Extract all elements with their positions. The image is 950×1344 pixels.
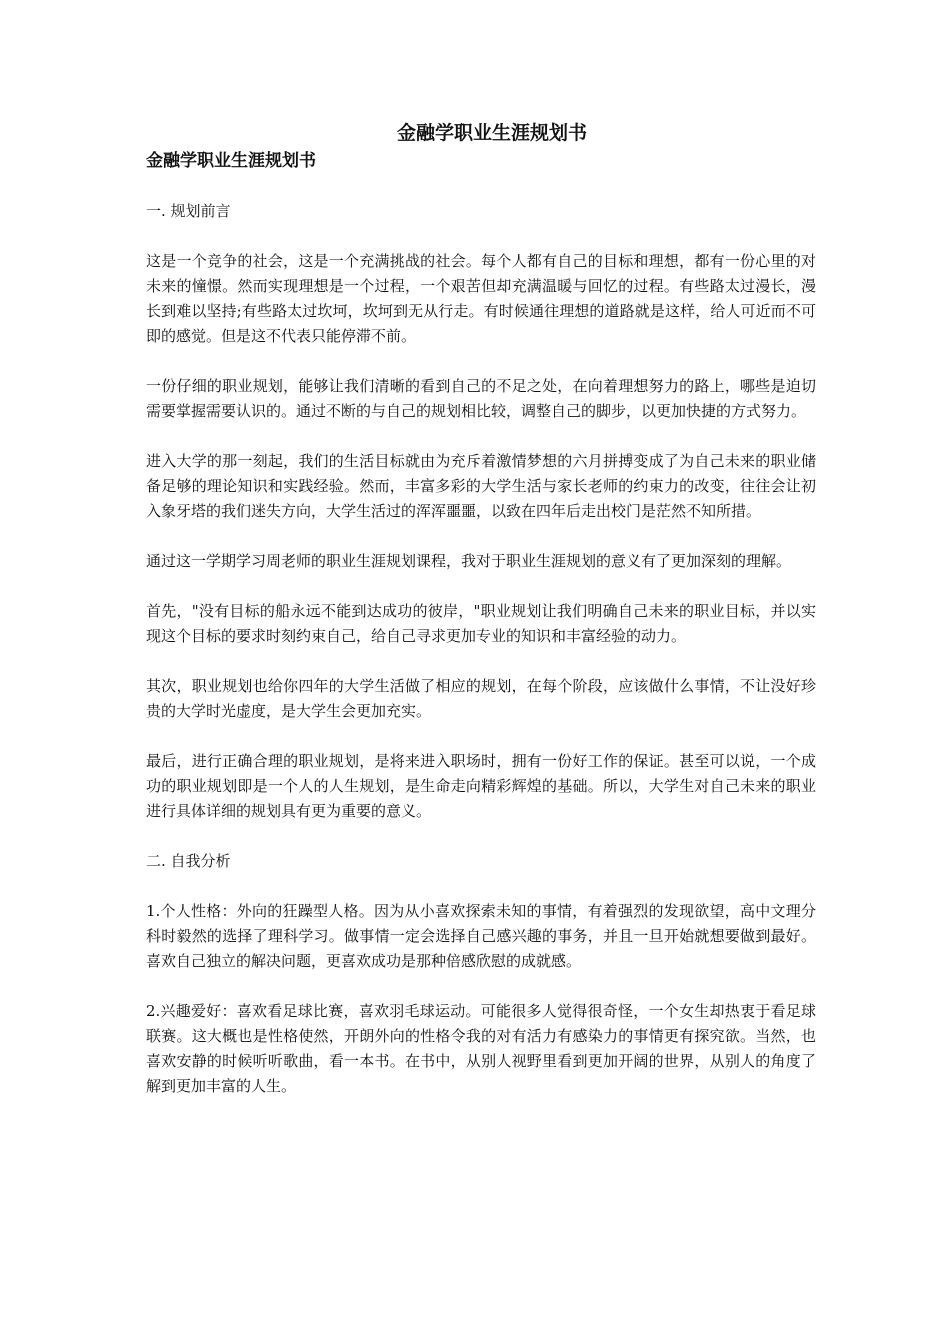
paragraph: 首先，"没有目标的船永远不能到达成功的彼岸，"职业规划让我们明确自己未来的职业目标，并以实现这个目标的要求时刻约束自己，给自己寻求更加专业的知识和丰富经验的动力。: [146, 602, 816, 645]
paragraph: 进入大学的那一刻起，我们的生活目标就由为充斥着激情梦想的六月拼搏变成了为自己未来的职业储备足够的理论知识和实践经验。然而，丰富多彩的大学生活与家长老师的约束力的改变，往往会让初入象牙塔的我们迷失方向，大学生活过的浑浑噩噩，以致在四年后走出校门是茫然不知所措。: [146, 452, 816, 520]
document-page: [146, 120, 816, 1099]
paragraph: 这是一个竞争的社会，这是一个充满挑战的社会。每个人都有自己的目标和理想，都有一份心里的对未来的憧憬。然而实现理想是一个过程，一个艰苦但却充满温暖与回忆的过程。有些路太过漫长，漫长到难以坚持;有些路太过坎坷，坎坷到无从行走。有时候通往理想的道路就是这样，给人可近而不可即的感觉。但是这不代表只能停滞不前。: [146, 252, 816, 345]
section-preface: [146, 199, 816, 849]
document-title: 金融学职业生涯规划书: [396, 122, 587, 144]
paragraph: 2.兴趣爱好：喜欢看足球比赛，喜欢羽毛球运动。可能很多人觉得很奇怪，一个女生却热衷于看足球联赛。这大概也是性格使然，开朗外向的性格令我的对有活力有感染力的事情更有探究欲。当然，也喜欢安静的时候听听歌曲，看一本书。在书中，从别人视野里看到更加开阔的世界，从别人的角度了解到更加丰富的人生。: [146, 1002, 816, 1095]
paragraph: 通过这一学期学习周老师的职业生涯规划课程，我对于职业生涯规划的意义有了更加深刻的理解。: [146, 552, 792, 570]
paragraph: 1.个人性格：外向的狂躁型人格。因为从小喜欢探索未知的事情，有着强烈的发现欲望，高中文理分科时毅然的选择了理科学习。做事情一定会选择自己感兴趣的事务，并且一旦开始就想要做到最好。喜欢自己独立的解决问题，更喜欢成功是那种倍感欣慰的成就感。: [146, 902, 816, 970]
paragraph: 一份仔细的职业规划，能够让我们清晰的看到自己的不足之处，在向着理想努力的路上，哪些是迫切需要掌握需要认识的。通过不断的与自己的规划相比较，调整自己的脚步，以更加快捷的方式努力。: [146, 377, 816, 420]
section-heading: 二. 自我分析: [146, 852, 231, 870]
document-subtitle: 金融学职业生涯规划书: [146, 151, 316, 171]
paragraph: 其次，职业规划也给你四年的大学生活做了相应的规划，在每个阶段，应该做什么事情，不让没好珍贵的大学时光虚度，是大学生会更加充实。: [146, 677, 816, 720]
section-self-analysis: [146, 849, 816, 1099]
section-heading: 一. 规划前言: [146, 202, 231, 220]
paragraph: 最后，进行正确合理的职业规划，是将来进入职场时，拥有一份好工作的保证。甚至可以说，一个成功的职业规划即是一个人的人生规划，是生命走向精彩辉煌的基础。所以，大学生对自己未来的职业进行具体详细的规划具有更为重要的意义。: [146, 752, 816, 820]
spacer: [146, 174, 816, 199]
